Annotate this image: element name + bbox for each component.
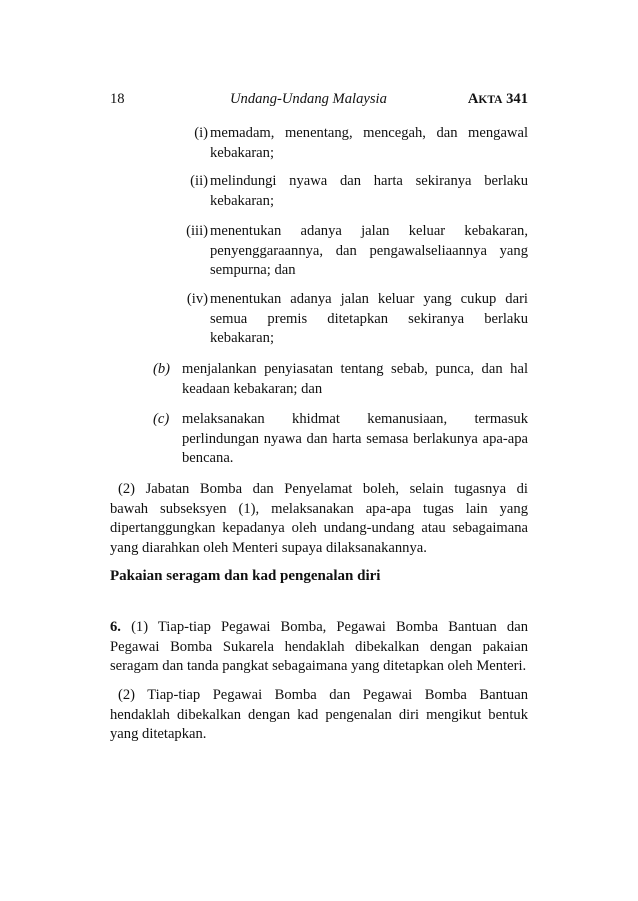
text-line: penyenggaraannya, dan pengawalseliaannya yang <box>210 242 528 259</box>
roman-item-text <box>210 222 528 281</box>
roman-item-text <box>210 172 528 211</box>
roman-item-number: (ii) <box>190 173 208 189</box>
text-line: kebakaran; <box>210 144 275 161</box>
text-line: perlindungan nyawa dan harta semasa berlakunya apa-apa <box>182 430 528 447</box>
text-line: menentukan adanya jalan keluar kebakaran, <box>210 223 528 239</box>
text-line: memadam, menentang, mencegah, dan mengawal <box>210 125 528 141</box>
text-segment: (1) Tiap-tiap Pegawai Bomba, Pegawai Bomba Bantuan dan <box>131 619 529 635</box>
section-6-subsection-2 <box>110 686 528 745</box>
text-line: yang diarahkan oleh Menteri supaya dilaksanakannya. <box>110 539 427 556</box>
section-6 <box>110 618 528 677</box>
roman-item-number: (iv) <box>186 291 208 307</box>
text-line: (2) Tiap-tiap Pegawai Bomba dan Pegawai Bomba Bantuan <box>118 687 528 703</box>
act-smallcaps: KTA <box>478 94 503 106</box>
act-number: 341 <box>506 91 528 107</box>
text-line: Pegawai Bomba Sukarela hendaklah dibekalkan dengan pakaian <box>110 638 528 655</box>
text-line: hendaklah dibekalkan dengan kad pengenalan diri mengikut bentuk <box>110 706 528 723</box>
law-title: Undang-Undang Malaysia <box>230 91 387 107</box>
lettered-item-text <box>182 410 528 469</box>
text-line: semua premis ditetapkan sekiranya berlaku <box>210 310 528 327</box>
roman-item-text <box>210 290 528 349</box>
roman-item-text <box>210 124 528 163</box>
lettered-item-number: (c) <box>153 411 170 427</box>
lettered-item-number: (b) <box>153 361 171 377</box>
text-line: melaksanakan khidmat kemanusiaan, termasuk <box>182 411 528 427</box>
text-line: bencana. <box>182 450 234 466</box>
page-header <box>110 90 528 112</box>
text-line: kebakaran; <box>210 330 275 346</box>
text-line: yang ditetapkan. <box>110 726 207 742</box>
text-line: keadaan kebakaran; dan <box>182 380 323 397</box>
text-line: melindungi nyawa dan harta sekiranya berlaku <box>210 173 528 189</box>
text-line: seragam dan tanda pangkat sebagaimana yang ditetapkan oleh Menteri. <box>110 658 527 674</box>
roman-item-number: (iii) <box>186 223 208 239</box>
subsection-2 <box>110 480 528 558</box>
text-line: menentukan adanya jalan keluar yang cukup dari <box>210 291 528 307</box>
section-heading: Pakaian seragam dan kad pengenalan diri <box>110 568 381 584</box>
lettered-item-text <box>182 360 528 399</box>
page-number: 18 <box>110 91 125 107</box>
text-line: bawah subseksyen (1), melaksanakan apa-apa tugas lain yang <box>110 500 528 517</box>
act-label <box>468 90 528 111</box>
text-line: dipertanggungkan kepadanya oleh undang-undang atau sebagaimana <box>110 520 528 536</box>
text-line <box>110 618 528 638</box>
text-line: menjalankan penyiasatan tentang sebab, punca, dan hal <box>182 361 528 377</box>
text-line: kebakaran; <box>210 192 275 209</box>
text-line: sempurna; dan <box>210 262 296 278</box>
act-prefix: A <box>467 91 479 107</box>
section-number: 6. <box>110 619 121 635</box>
text-line: (2) Jabatan Bomba dan Penyelamat boleh, selain tugasnya di <box>118 481 528 497</box>
roman-item-number: (i) <box>194 125 208 141</box>
